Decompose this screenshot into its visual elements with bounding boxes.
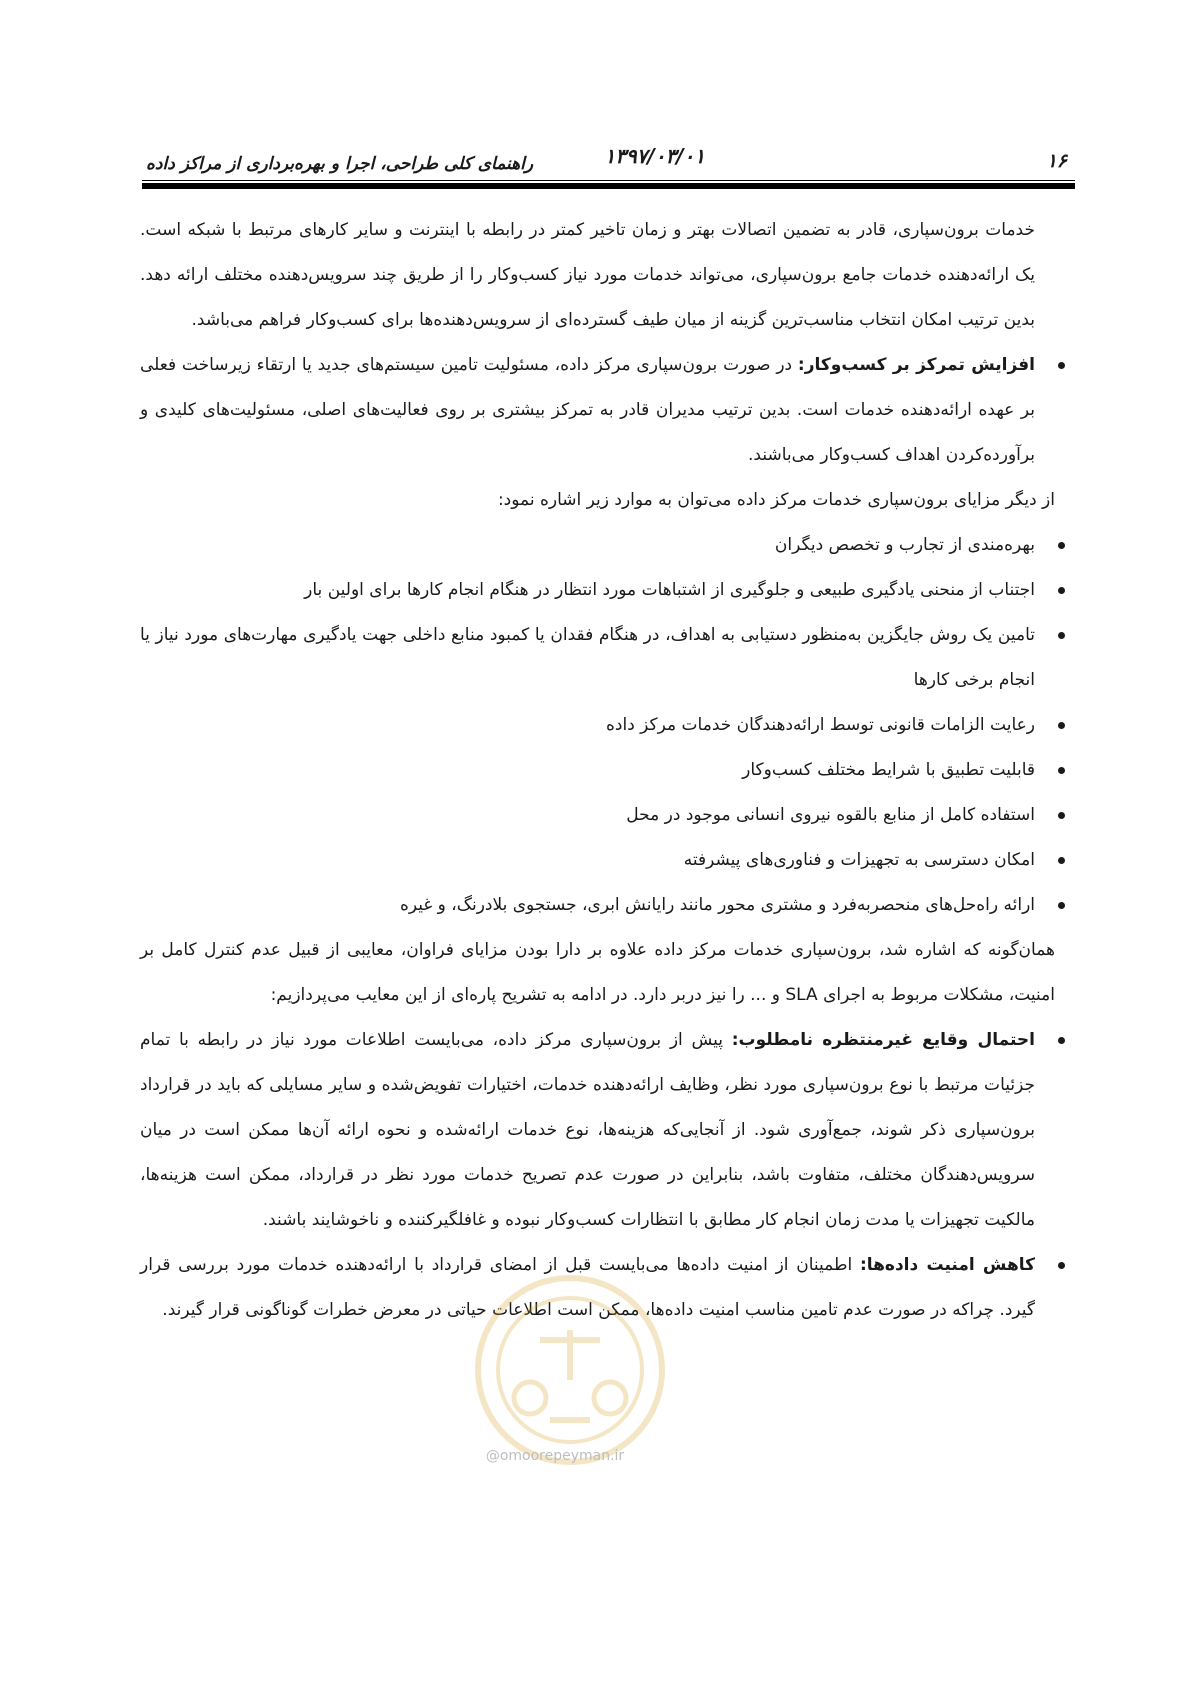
- sla-abbreviation: SLA: [785, 985, 818, 1005]
- benefit-item: قابلیت تطبیق با شرایط مختلف کسب‌وکار: [140, 748, 1055, 793]
- bullet-dot: [1058, 362, 1065, 369]
- page-number: ۱۶: [1046, 150, 1067, 172]
- running-title: راهنمای کلی طراحی، اجرا و بهره‌برداری از مراکز داده: [146, 154, 534, 174]
- bullet-dot: [1058, 542, 1065, 549]
- bullet-term: افزایش تمرکز بر کسب‌وکار:: [797, 355, 1035, 375]
- bullet-dot: [1058, 587, 1065, 594]
- bullet-dot: [1058, 767, 1065, 774]
- header-rule-thin: [142, 180, 1075, 181]
- bullet-text: در صورت برون‌سپاری مرکز داده، مسئولیت تامین سیستم‌های جدید یا ارتقاء زیرساخت فعلی بر عهده ارائه‌دهنده خدمات است. بدین ترتیب مدیران قادر به تمرکز بیشتری بر روی فعالیت‌های اصلی، مسئولیت‌های کلیدی و برآورده‌کردن اهداف کسب‌وکار می‌باشند.: [140, 355, 1035, 465]
- bullet-dot: [1058, 632, 1065, 639]
- drawback-text: اطمینان از امنیت داده‌ها می‌بایست قبل از امضای قرارداد با ارائه‌دهنده خدمات مورد بررسی قرار گیرد. چراکه در صورت عدم تامین مناسب امنیت داده‌ها، ممکن است اطلاعات حیاتی در معرض خطرات گوناگونی قرار گیرند.: [140, 1255, 1035, 1320]
- drawback-term: کاهش امنیت داده‌ها:: [859, 1255, 1035, 1275]
- bullet-dot: [1058, 812, 1065, 819]
- drawback-item: [140, 1243, 1055, 1333]
- page-content: [140, 208, 1055, 1333]
- page-header: [142, 144, 1075, 186]
- benefit-item: ارائه راه‌حل‌های منحصربه‌فرد و مشتری محور مانند رایانش ابری، جستجوی بلادرنگ، و غیره: [140, 883, 1055, 928]
- benefit-item: تامین یک روش جایگزین به‌منظور دستیابی به اهداف، در هنگام فقدان یا کمبود منابع داخلی جهت یادگیری مهارت‌های مورد نیاز یا انجام برخی کارها: [140, 613, 1055, 703]
- benefits-list: [140, 523, 1055, 928]
- benefit-item: امکان دسترسی به تجهیزات و فناوری‌های پیشرفته: [140, 838, 1055, 883]
- bullet-dot: [1058, 1262, 1065, 1269]
- bullet-dot: [1058, 902, 1065, 909]
- benefits-intro: از دیگر مزایای برون‌سپاری خدمات مرکز داده می‌توان به موارد زیر اشاره نمود:: [497, 490, 1055, 510]
- benefit-item: بهره‌مندی از تجارب و تخصص دیگران: [140, 523, 1055, 568]
- bullet-dot: [1058, 857, 1065, 864]
- drawbacks-list: [140, 1018, 1055, 1333]
- paragraph-drawbacks-intro: همان‌گونه که اشاره شد، برون‌سپاری خدمات مرکز داده علاوه بر دارا بودن مزایای فراوان، معایبی از قبیل عدم کنترل کامل بر امنیت، مشکلات مربوط به اجرای SLA و ... را نیز دربر دارد. در ادامه به تشریح پاره‌ای از این معایب می‌پردازیم:: [140, 940, 1055, 1005]
- bullet-dot: [1058, 722, 1065, 729]
- benefit-item: استفاده کامل از منابع بالقوه نیروی انسانی موجود در محل: [140, 793, 1055, 838]
- benefit-item: رعایت الزامات قانونی توسط ارائه‌دهندگان خدمات مرکز داده: [140, 703, 1055, 748]
- drawback-item: [140, 1018, 1055, 1243]
- bullet-dot: [1058, 1037, 1065, 1044]
- focus-bullet-list: [140, 343, 1055, 478]
- drawback-text: پیش از برون‌سپاری مرکز داده، می‌بایست اطلاعات مورد نیاز در رابطه با تمام جزئیات مرتبط با نوع برون‌سپاری مورد نظر، وظایف ارائه‌دهنده خدمات، اختیارات تفویض‌شده و سایر مسایلی که باید در قرارداد برون‌سپاری ذکر شوند، جمع‌آوری شود. از آنجایی‌که هزینه‌ها، نوع خدمات ارائه‌شده و نحوه ارائه آن‌ها ممکن است در میان سرویس‌دهندگان مختلف، متفاوت باشد، بنابراین در صورت عدم تصریح خدمات مورد نظر در قرارداد، ممکن است هزینه‌ها، مالکیت تجهیزات یا مدت زمان انجام کار مطابق با انتظارات کسب‌وکار نبوده و غافلگیرکننده و ناخوشایند باشند.: [140, 1030, 1035, 1230]
- document-date: ۱۳۹۷/۰۳/۰۱: [604, 144, 705, 168]
- paragraph-outsourcing-services: خدمات برون‌سپاری، قادر به تضمین اتصالات بهتر و زمان تاخیر کمتر در رابطه با اینترنت و سایر کارهای مرتبط با شبکه است. یک ارائه‌دهنده خدمات جامع برون‌سپاری، می‌تواند خدمات مورد نیاز کسب‌وکار را از طریق چند سرویس‌دهنده مختلف ارائه دهد. بدین ترتیب امکان انتخاب مناسب‌ترین گزینه از میان طیف گسترده‌ای از سرویس‌دهنده‌ها برای کسب‌وکار فراهم می‌باشد.: [140, 220, 1035, 330]
- watermark-url: @omoorepeyman.ir: [485, 1448, 625, 1464]
- benefit-item: اجتناب از منحنی یادگیری طبیعی و جلوگیری از اشتباهات مورد انتظار در هنگام انجام کارها برای اولین بار: [140, 568, 1055, 613]
- drawback-term: احتمال وقایع غیرمنتظره نامطلوب:: [731, 1030, 1035, 1050]
- header-rule-thick: [142, 183, 1075, 189]
- bullet-business-focus: [140, 343, 1055, 478]
